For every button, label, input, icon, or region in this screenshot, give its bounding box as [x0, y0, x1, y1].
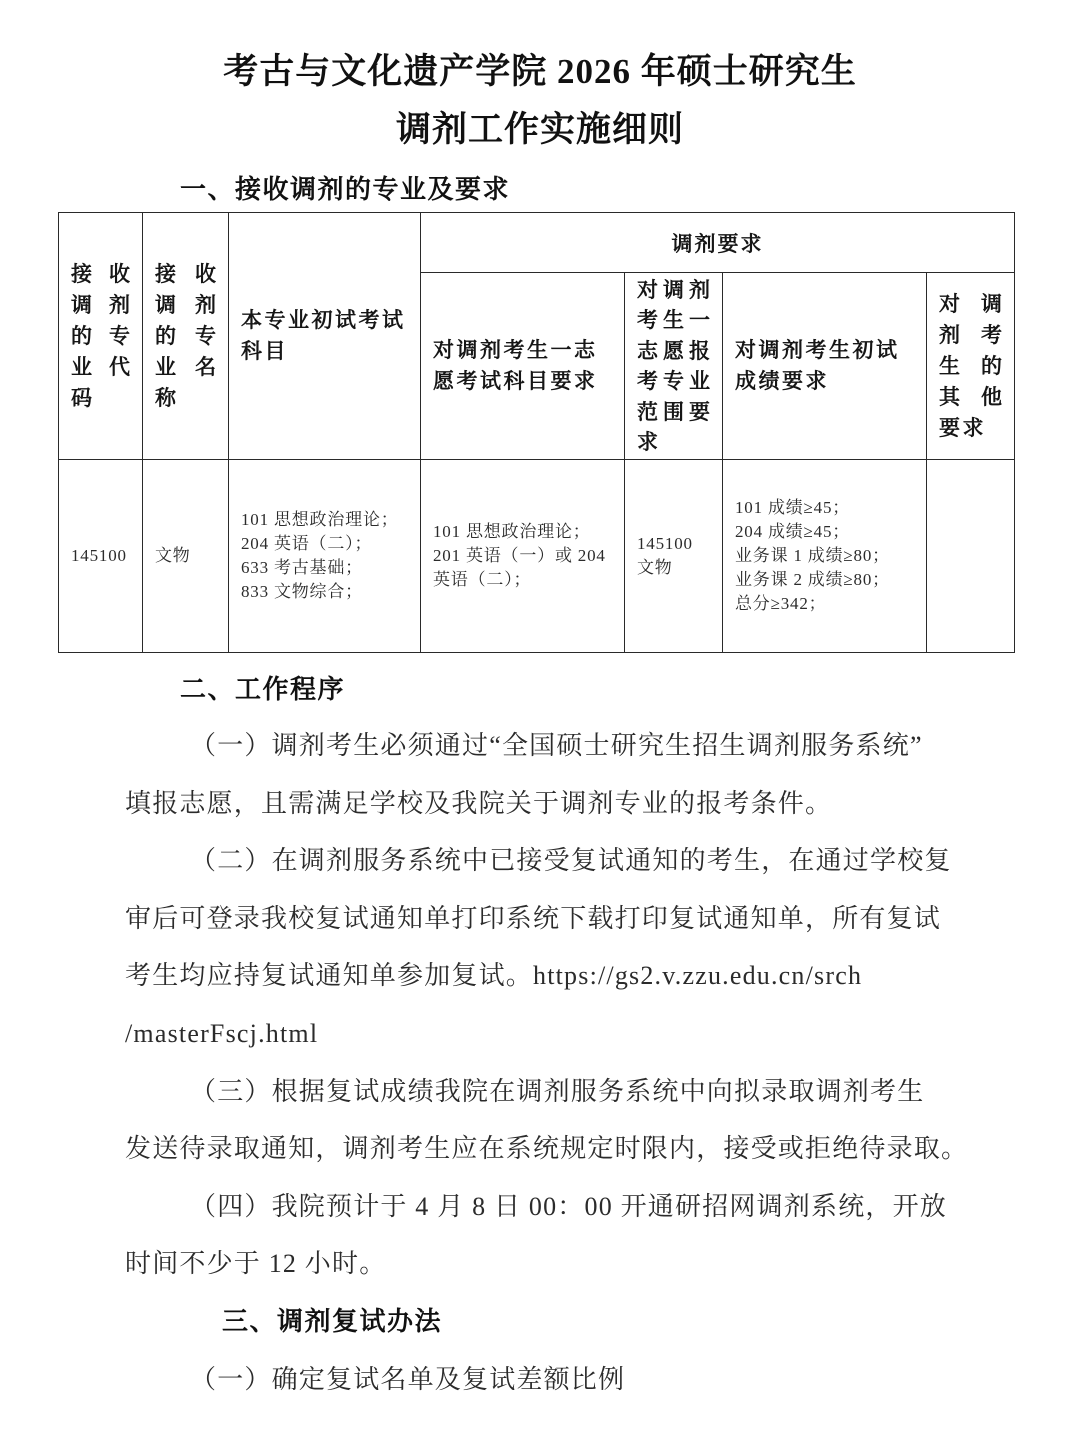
- cell-score-requirements: [723, 460, 927, 653]
- cell-first-choice-major-scope: [625, 460, 723, 653]
- cell-major-code: [59, 460, 143, 653]
- header-line: 生的: [939, 353, 1002, 378]
- header-major-code: [59, 213, 143, 460]
- paragraph-line: 审后可登录我校复试通知单打印系统下载打印复试通知单，所有复试: [125, 903, 942, 933]
- header-line: 称: [155, 385, 176, 410]
- header-line: 接收: [71, 261, 130, 286]
- header-line: 对调: [939, 291, 1002, 316]
- cell-line: 业务课 2 成绩≥80；: [735, 570, 890, 589]
- header-line: 码: [71, 385, 92, 410]
- header-line: 对调剂: [637, 277, 710, 302]
- header-line: 求: [637, 430, 658, 454]
- paragraph-line: 发送待录取通知，调剂考生应在系统规定时限内，接受或拒绝待录取。: [125, 1134, 969, 1164]
- section-3-heading: 三、调剂复试办法: [222, 1306, 443, 1336]
- cell-first-choice-subjects: [421, 460, 625, 653]
- section-2-body: [125, 717, 1005, 1408]
- cell-line: 101 思想政治理论；: [241, 510, 399, 529]
- table-row: [59, 460, 1015, 653]
- cell-line: 101 思想政治理论；: [433, 522, 591, 541]
- header-line: 调剂: [71, 292, 130, 317]
- cell-line: 文物: [155, 546, 191, 565]
- cell-line: 145100: [71, 546, 127, 565]
- cell-line: 145100: [637, 534, 693, 553]
- header-line: 接收: [155, 261, 216, 286]
- header-line: 科目: [241, 339, 288, 363]
- header-adjustment-requirements: 调剂要求: [421, 213, 1015, 273]
- cell-line: 总分≥342；: [735, 594, 827, 613]
- cell-line: 英语（二）；: [433, 570, 532, 589]
- cell-line: 833 文物综合；: [241, 582, 363, 601]
- cell-line: 204 英语（二）；: [241, 534, 373, 553]
- header-line: 的专: [71, 323, 130, 348]
- header-other-requirements: [927, 273, 1015, 460]
- section-3-subheading: （一）确定复试名单及复试差额比例: [190, 1364, 626, 1394]
- header-first-choice-subjects: [421, 273, 625, 460]
- paragraph-line: （二）在调剂服务系统中已接受复试通知的考生，在通过学校复: [190, 846, 952, 876]
- cell-line: 101 成绩≥45；: [735, 498, 851, 517]
- header-line: 范围要: [637, 399, 710, 424]
- header-major-name: [143, 213, 229, 460]
- header-line: 对调剂考生一志: [433, 338, 598, 362]
- cell-line: 文物: [637, 558, 673, 577]
- paragraph-line: 填报志愿，且需满足学校及我院关于调剂专业的报考条件。: [125, 788, 833, 818]
- section-2-heading: 二、工作程序: [180, 675, 346, 704]
- cell-exam-subjects: [229, 460, 421, 653]
- paragraph-line: 考生均应持复试通知单参加复试。https://gs2.v.zzu.edu.cn/srch: [125, 961, 863, 991]
- header-line: 调剂: [155, 292, 216, 317]
- document-title-line-1: 考古与文化遗产学院 2026 年硕士研究生: [223, 52, 857, 91]
- table-header-row: [59, 213, 1015, 273]
- header-line: 业代: [71, 354, 130, 379]
- cell-other-requirements: [927, 460, 1015, 653]
- cell-line: 201 英语（一）或 204: [433, 546, 606, 565]
- header-exam-subjects: [229, 213, 421, 460]
- header-score-requirements: [723, 273, 927, 460]
- paragraph-line: /masterFscj.html: [125, 1018, 319, 1048]
- cell-major-name: [143, 460, 229, 653]
- header-line: 对调剂考生初试: [735, 338, 900, 362]
- header-line: 志愿报: [637, 338, 710, 363]
- cell-line: 业务课 1 成绩≥80；: [735, 546, 890, 565]
- header-line: 考生一: [637, 308, 710, 332]
- document-title-line-2: 调剂工作实施细则: [395, 110, 684, 149]
- header-line: 要求: [939, 415, 986, 440]
- section-1-heading: 一、接收调剂的专业及要求: [180, 175, 511, 204]
- header-line: 愿考试科目要求: [433, 369, 598, 393]
- header-line: 剂考: [939, 322, 1002, 347]
- paragraph-line: 时间不少于 12 小时。: [125, 1249, 387, 1279]
- cell-line: 204 成绩≥45；: [735, 522, 851, 541]
- header-first-choice-major-scope: [625, 273, 723, 460]
- paragraph-line: （四）我院预计于 4 月 8 日 00：00 开通研招网调剂系统，开放: [190, 1191, 948, 1221]
- cell-line: 633 考古基础；: [241, 558, 363, 577]
- admission-requirements-table: [58, 212, 1015, 653]
- header-line: 本专业初试考试: [241, 308, 406, 332]
- paragraph-line: （一）调剂考生必须通过“全国硕士研究生招生调剂服务系统”: [190, 731, 923, 760]
- header-line: 的专: [155, 323, 216, 348]
- header-line: 业名: [155, 354, 216, 379]
- paragraph-line: （三）根据复试成绩我院在调剂服务系统中向拟录取调剂考生: [190, 1076, 925, 1106]
- header-line: 其他: [939, 384, 1002, 409]
- header-line: 成绩要求: [735, 369, 829, 393]
- header-line: 考专业: [637, 369, 710, 393]
